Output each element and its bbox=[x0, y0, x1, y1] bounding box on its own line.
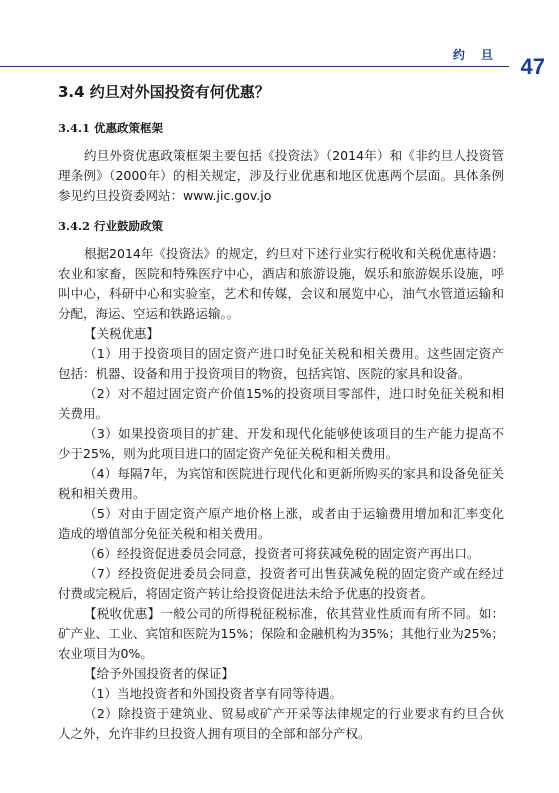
paragraph: （2）除投资于建筑业、贸易或矿产开采等法律规定的行业要求有约旦合伙人之外，允许非约旦投资人拥有项目的全部和部分产权。 bbox=[58, 706, 504, 741]
header-rule bbox=[0, 66, 509, 67]
running-head: 约 旦 bbox=[452, 48, 499, 62]
page-header bbox=[0, 0, 559, 79]
paragraph-tax: 【税收优惠】一般公司的所得税征税标准，依其营业性质而有所不同。如：矿产业、工业、宾馆和医院为15%；保险和金融机构为35%；其他行业为25%；农业项目为0%。 bbox=[58, 606, 504, 661]
section-title: 3.4 约旦对外国投资有何优惠？ bbox=[58, 83, 270, 101]
paragraph: （6）经投资促进委员会同意，投资者可将获减免税的固定资产再出口。 bbox=[84, 546, 480, 561]
paragraph-heading-guarantee: 【给予外国投资者的保证】 bbox=[84, 666, 235, 681]
paragraph: （3）如果投资项目的扩建、开发和现代化能够使该项目的生产能力提高不少于25%，则为此项目进口的固定资产免征关税和相关费用。 bbox=[58, 426, 504, 461]
paragraph-heading-tariff: 【关税优惠】 bbox=[84, 326, 160, 341]
paragraph: （2）对不超过固定资产价值15%的投资项目零部件，进口时免征关税和相关费用。 bbox=[58, 386, 504, 421]
subsection-title-1: 3.4.1 优惠政策框架 bbox=[58, 121, 164, 135]
paragraph: （1）用于投资项目的固定资产进口时免征关税和相关费用。这些固定资产包括：机器、设备和用于投资项目的物资，包括宾馆、医院的家具和设备。 bbox=[58, 346, 504, 381]
paragraph: （5）对由于固定资产原产地价格上涨，或者由于运输费用增加和汇率变化造成的增值部分免征关税和相关费用。 bbox=[58, 506, 504, 541]
subsection-title-2: 3.4.2 行业鼓励政策 bbox=[58, 219, 164, 233]
page-number: 47 bbox=[520, 54, 545, 79]
page-content bbox=[58, 80, 504, 744]
paragraph: 根据2014年《投资法》的规定，约旦对下述行业实行税收和关税优惠待遇：农业和家畜，医院和特殊医疗中心，酒店和旅游设施，娱乐和旅游娱乐设施，呼叫中心，科研中心和实验室，艺术和传媒，会议和展览中心，油气水管道运输和分配，海运、空运和铁路运输。。 bbox=[58, 246, 504, 321]
paragraph: （4）每隔7年，为宾馆和医院进行现代化和更新所购买的家具和设备免征关税和相关费用。 bbox=[58, 466, 504, 501]
paragraph: 约旦外资优惠政策框架主要包括《投资法》（2014年）和《非约旦人投资管理条例》（2000年）的相关规定，涉及行业优惠和地区优惠两个层面。具体条例参见约旦投资委网站：www.jic.gov.jo bbox=[58, 148, 504, 203]
paragraph: （7）经投资促进委员会同意，投资者可出售获减免税的固定资产或在经过付费或完税后，将固定资产转让给投资促进法未给予优惠的投资者。 bbox=[58, 566, 504, 601]
paragraph: （1）当地投资者和外国投资者享有同等待遇。 bbox=[84, 686, 342, 701]
